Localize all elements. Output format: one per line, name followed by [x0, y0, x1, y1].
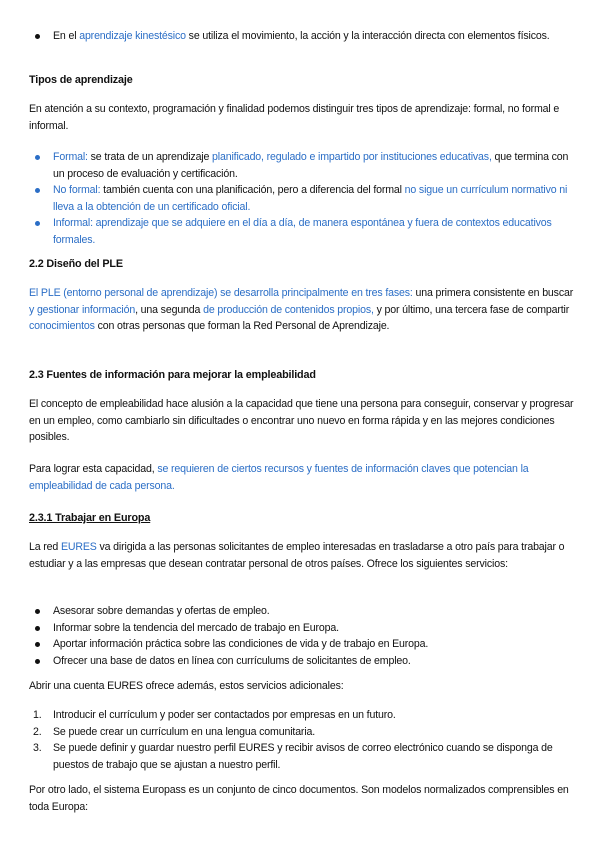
list-item: 1. Introducir el currículum y poder ser contactados por empresas en un futuro.	[33, 709, 396, 721]
list-item-no-formal: No formal: también cuenta con una planificación, pero a diferencia del formal no sigue un currículum normativo ni lleva a la obtención de un certificado oficial.	[29, 182, 574, 215]
section-heading-fuentes: 2.3 Fuentes de información para mejorar la empleabilidad	[29, 369, 316, 381]
list-item-informal: Informal: aprendizaje que se adquiere en el día a día, de manera espontánea y fuera de contextos educativos formales.	[29, 215, 574, 248]
list-item: 2. Se puede crear un currículum en una lengua comunitaria.	[33, 725, 316, 738]
section-heading-tipos: Tipos de aprendizaje	[29, 74, 133, 86]
services-list	[29, 603, 574, 669]
link[interactable]: planificado, regulado e impartido por instituciones educativas,	[212, 151, 492, 163]
list-item-formal: Formal: se trata de un aprendizaje planificado, regulado e impartido por instituciones educativas, que termina con un proceso de evaluación y certificación.	[29, 149, 574, 182]
link[interactable]: aprendizaje que se adquiere en el día a día, de manera espontánea y fuera de contextos educativos formales.	[53, 217, 552, 246]
link[interactable]: de producción de contenidos propios,	[203, 303, 374, 316]
link[interactable]: El PLE (entorno personal de aprendizaje) se desarrolla principalmente en tres fases:	[29, 287, 413, 299]
link[interactable]: aprendizaje kinestésico	[79, 30, 186, 42]
paragraph: El PLE (entorno personal de aprendizaje) se desarrolla principalmente en tres fases: una primera consistente en buscar y gestionar información, una segunda de producción de contenidos propios, y por último, una tercera fase de compartir conocimientos con otras personas que forman la Red Personal de Aprendizaje.	[29, 287, 574, 332]
paragraph: Por otro lado, el sistema Europass es un conjunto de cinco documentos. Son modelos normalizados comprensibles en toda Europa:	[29, 784, 569, 813]
list-item: 3. Se puede definir y guardar nuestro perfil EURES y recibir avisos de correo electrónico cuando se disponga de puestos de trabajo que se ajustan a nuestro perfil.	[33, 742, 553, 771]
list-item: Informar sobre la tendencia del mercado de trabajo en Europa.	[29, 620, 574, 637]
link[interactable]: no sigue un currículum normativo ni lleva a la obtención de un certificado oficial.	[53, 184, 568, 213]
paragraph: En atención a su contexto, programación y finalidad podemos distinguir tres tipos de aprendizaje: formal, no formal e informal.	[29, 103, 560, 132]
extras-list	[29, 707, 574, 773]
link[interactable]: conocimientos	[29, 320, 95, 332]
intro-list	[29, 28, 574, 45]
paragraph: La red EURES va dirigida a las personas solicitantes de empleo interesadas en trasladarse a otro país para trabajar o estudiar y a las empresas que desean contratar personal de otros países. Ofrece los siguientes servicios:	[29, 541, 565, 570]
link[interactable]: y gestionar información	[29, 303, 136, 316]
list-item: Aportar información práctica sobre las condiciones de vida y de trabajo en Europa.	[29, 636, 574, 653]
list-item: Ofrecer una base de datos en línea con currículums de solicitantes de empleo.	[29, 653, 574, 670]
link[interactable]: se requieren de ciertos recursos y fuentes de información claves que potencian la empleabilidad de cada persona.	[29, 463, 529, 492]
list-item: Asesorar sobre demandas y ofertas de empleo.	[29, 603, 574, 620]
paragraph: Abrir una cuenta EURES ofrece además, estos servicios adicionales:	[29, 680, 344, 692]
section-heading-ple: 2.2 Diseño del PLE	[29, 258, 123, 270]
link[interactable]: EURES	[60, 541, 97, 553]
paragraph: Para lograr esta capacidad, se requieren de ciertos recursos y fuentes de información claves que potencian la empleabilidad de cada persona.	[29, 463, 529, 492]
section-heading-europa: 2.3.1 Trabajar en Europa	[29, 512, 151, 524]
tipos-list	[29, 149, 574, 248]
paragraph: El concepto de empleabilidad hace alusión a la capacidad que tiene una persona para conseguir, conservar y progresar en un empleo, como cambiarlo sin dificultades o encontrar uno nuevo en forma rápida y en las mejores condiciones posibles.	[29, 398, 574, 443]
list-item: En el aprendizaje kinestésico se utiliza el movimiento, la acción y la interacción directa con elementos físicos.	[29, 28, 574, 45]
